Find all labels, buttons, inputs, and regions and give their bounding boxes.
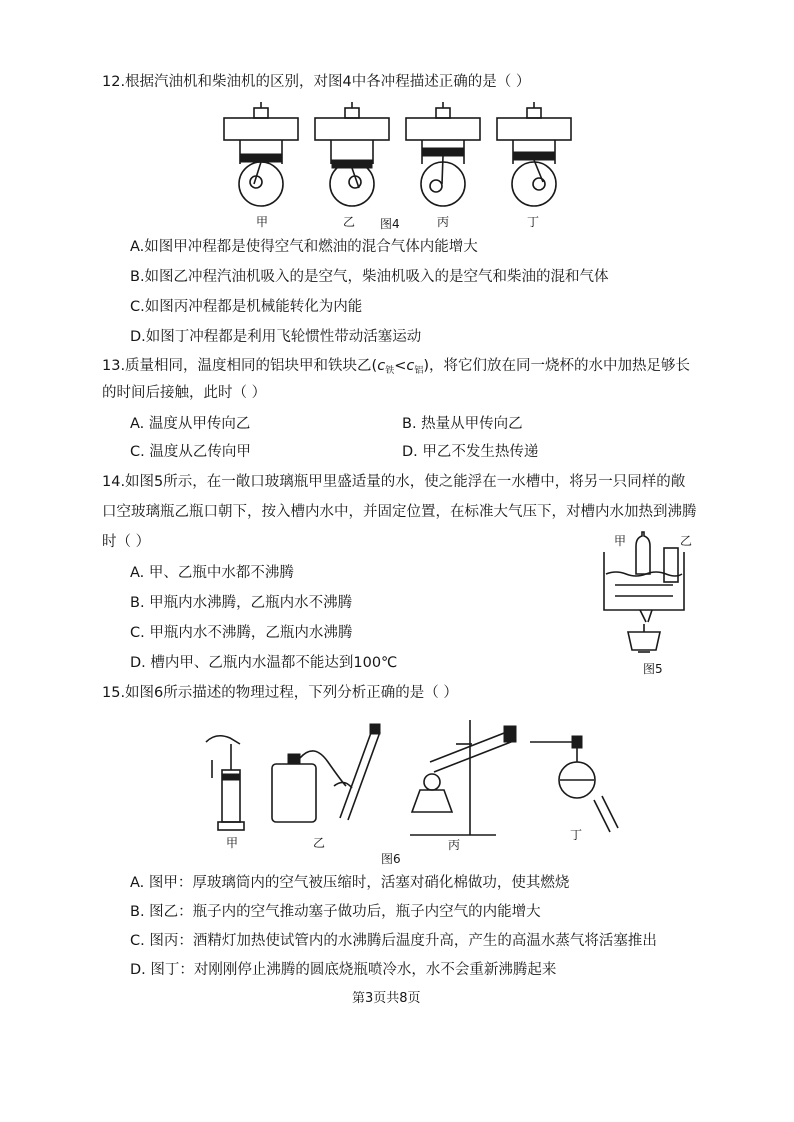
fig6-yi-bottle-pump xyxy=(272,724,380,822)
fig6-ding-flask xyxy=(530,736,618,832)
q13-option-d: D. 甲乙不发生热传递 xyxy=(402,444,539,460)
fig5-label-jia: 甲 xyxy=(614,534,627,548)
q15-option-a: A. 图甲：厚玻璃筒内的空气被压缩时，活塞对硝化棉做功，使其燃烧 xyxy=(130,875,570,891)
fig6-label-bing: 丙 xyxy=(448,838,461,852)
fig6-label-ding: 丁 xyxy=(570,828,583,842)
q14-option-b: B. 甲瓶内水沸腾，乙瓶内水不沸腾 xyxy=(130,595,353,611)
q12-option-c: C.如图丙冲程都是机械能转化为内能 xyxy=(130,299,363,315)
q13-option-c: C. 温度从乙传向甲 xyxy=(130,444,251,460)
fig4-label-jia: 甲 xyxy=(256,215,269,229)
q14-stem-line2: 口空玻璃瓶乙瓶口朝下，按入槽内水中，并固定位置，在标准大气压下，对槽内水加热到沸腾 xyxy=(102,504,697,520)
q15-option-b: B. 图乙：瓶子内的空气推动塞子做功后，瓶子内空气的内能增大 xyxy=(130,904,541,920)
page-footer: 第3页共8页 xyxy=(352,991,421,1006)
q13-option-b: B. 热量从甲传向乙 xyxy=(402,416,523,432)
fig4-caption: 图4 xyxy=(380,217,400,231)
q14-stem-line3: 时（ ） xyxy=(102,534,151,550)
q14-stem-line1: 14.如图5所示，在一敞口玻璃瓶甲里盛适量的水，使之能浮在一水槽中，将另一只同样的敞 xyxy=(102,474,686,490)
fig4-label-yi: 乙 xyxy=(343,215,356,229)
fig6-label-jia: 甲 xyxy=(226,836,239,850)
q12-option-d: D.如图丁冲程都是利用飞轮惯性带动活塞运动 xyxy=(130,329,422,345)
fig4-label-bing: 丙 xyxy=(437,215,450,229)
q13-stem-line2: 的时间后接触，此时（ ） xyxy=(102,385,267,401)
q15-stem: 15.如图6所示描述的物理过程，下列分析正确的是（ ） xyxy=(102,685,458,701)
fig4-label-ding: 丁 xyxy=(527,215,540,229)
q15-option-c: C. 图丙：酒精灯加热使试管内的水沸腾后温度升高，产生的高温水蒸气将活塞推出 xyxy=(130,933,657,949)
fig6-label-yi: 乙 xyxy=(313,836,326,850)
fig6-bing-heating-tube xyxy=(410,720,516,835)
q14-option-d: D. 槽内甲、乙瓶内水温都不能达到100℃ xyxy=(130,655,398,671)
q13-option-a: A. 温度从甲传向乙 xyxy=(130,416,251,432)
fig6-caption: 图6 xyxy=(381,852,401,866)
q13-stem: 13.质量相同，温度相同的铝块甲和铁块乙$(c_铁<c_铝)$，将它们放在同一烧杯的水中加热足够长 xyxy=(102,358,691,376)
q14-option-c: C. 甲瓶内水不沸腾，乙瓶内水沸腾 xyxy=(130,625,353,641)
fig6-jia-compression-tube xyxy=(206,736,244,830)
fig5-label-yi: 乙 xyxy=(680,534,693,548)
q12-stem: 12.根据汽油机和柴油机的区别，对图4中各冲程描述正确的是（ ） xyxy=(102,74,531,90)
fig5-caption: 图5 xyxy=(643,662,663,676)
q15-option-d: D. 图丁：对刚刚停止沸腾的圆底烧瓶喷冷水，水不会重新沸腾起来 xyxy=(130,962,557,978)
q12-option-a: A.如图甲冲程都是使得空气和燃油的混合气体内能增大 xyxy=(130,239,478,255)
q14-option-a: A. 甲、乙瓶中水都不沸腾 xyxy=(130,565,294,581)
q12-option-b: B.如图乙冲程汽油机吸入的是空气，柴油机吸入的是空气和柴油的混和气体 xyxy=(130,269,609,285)
